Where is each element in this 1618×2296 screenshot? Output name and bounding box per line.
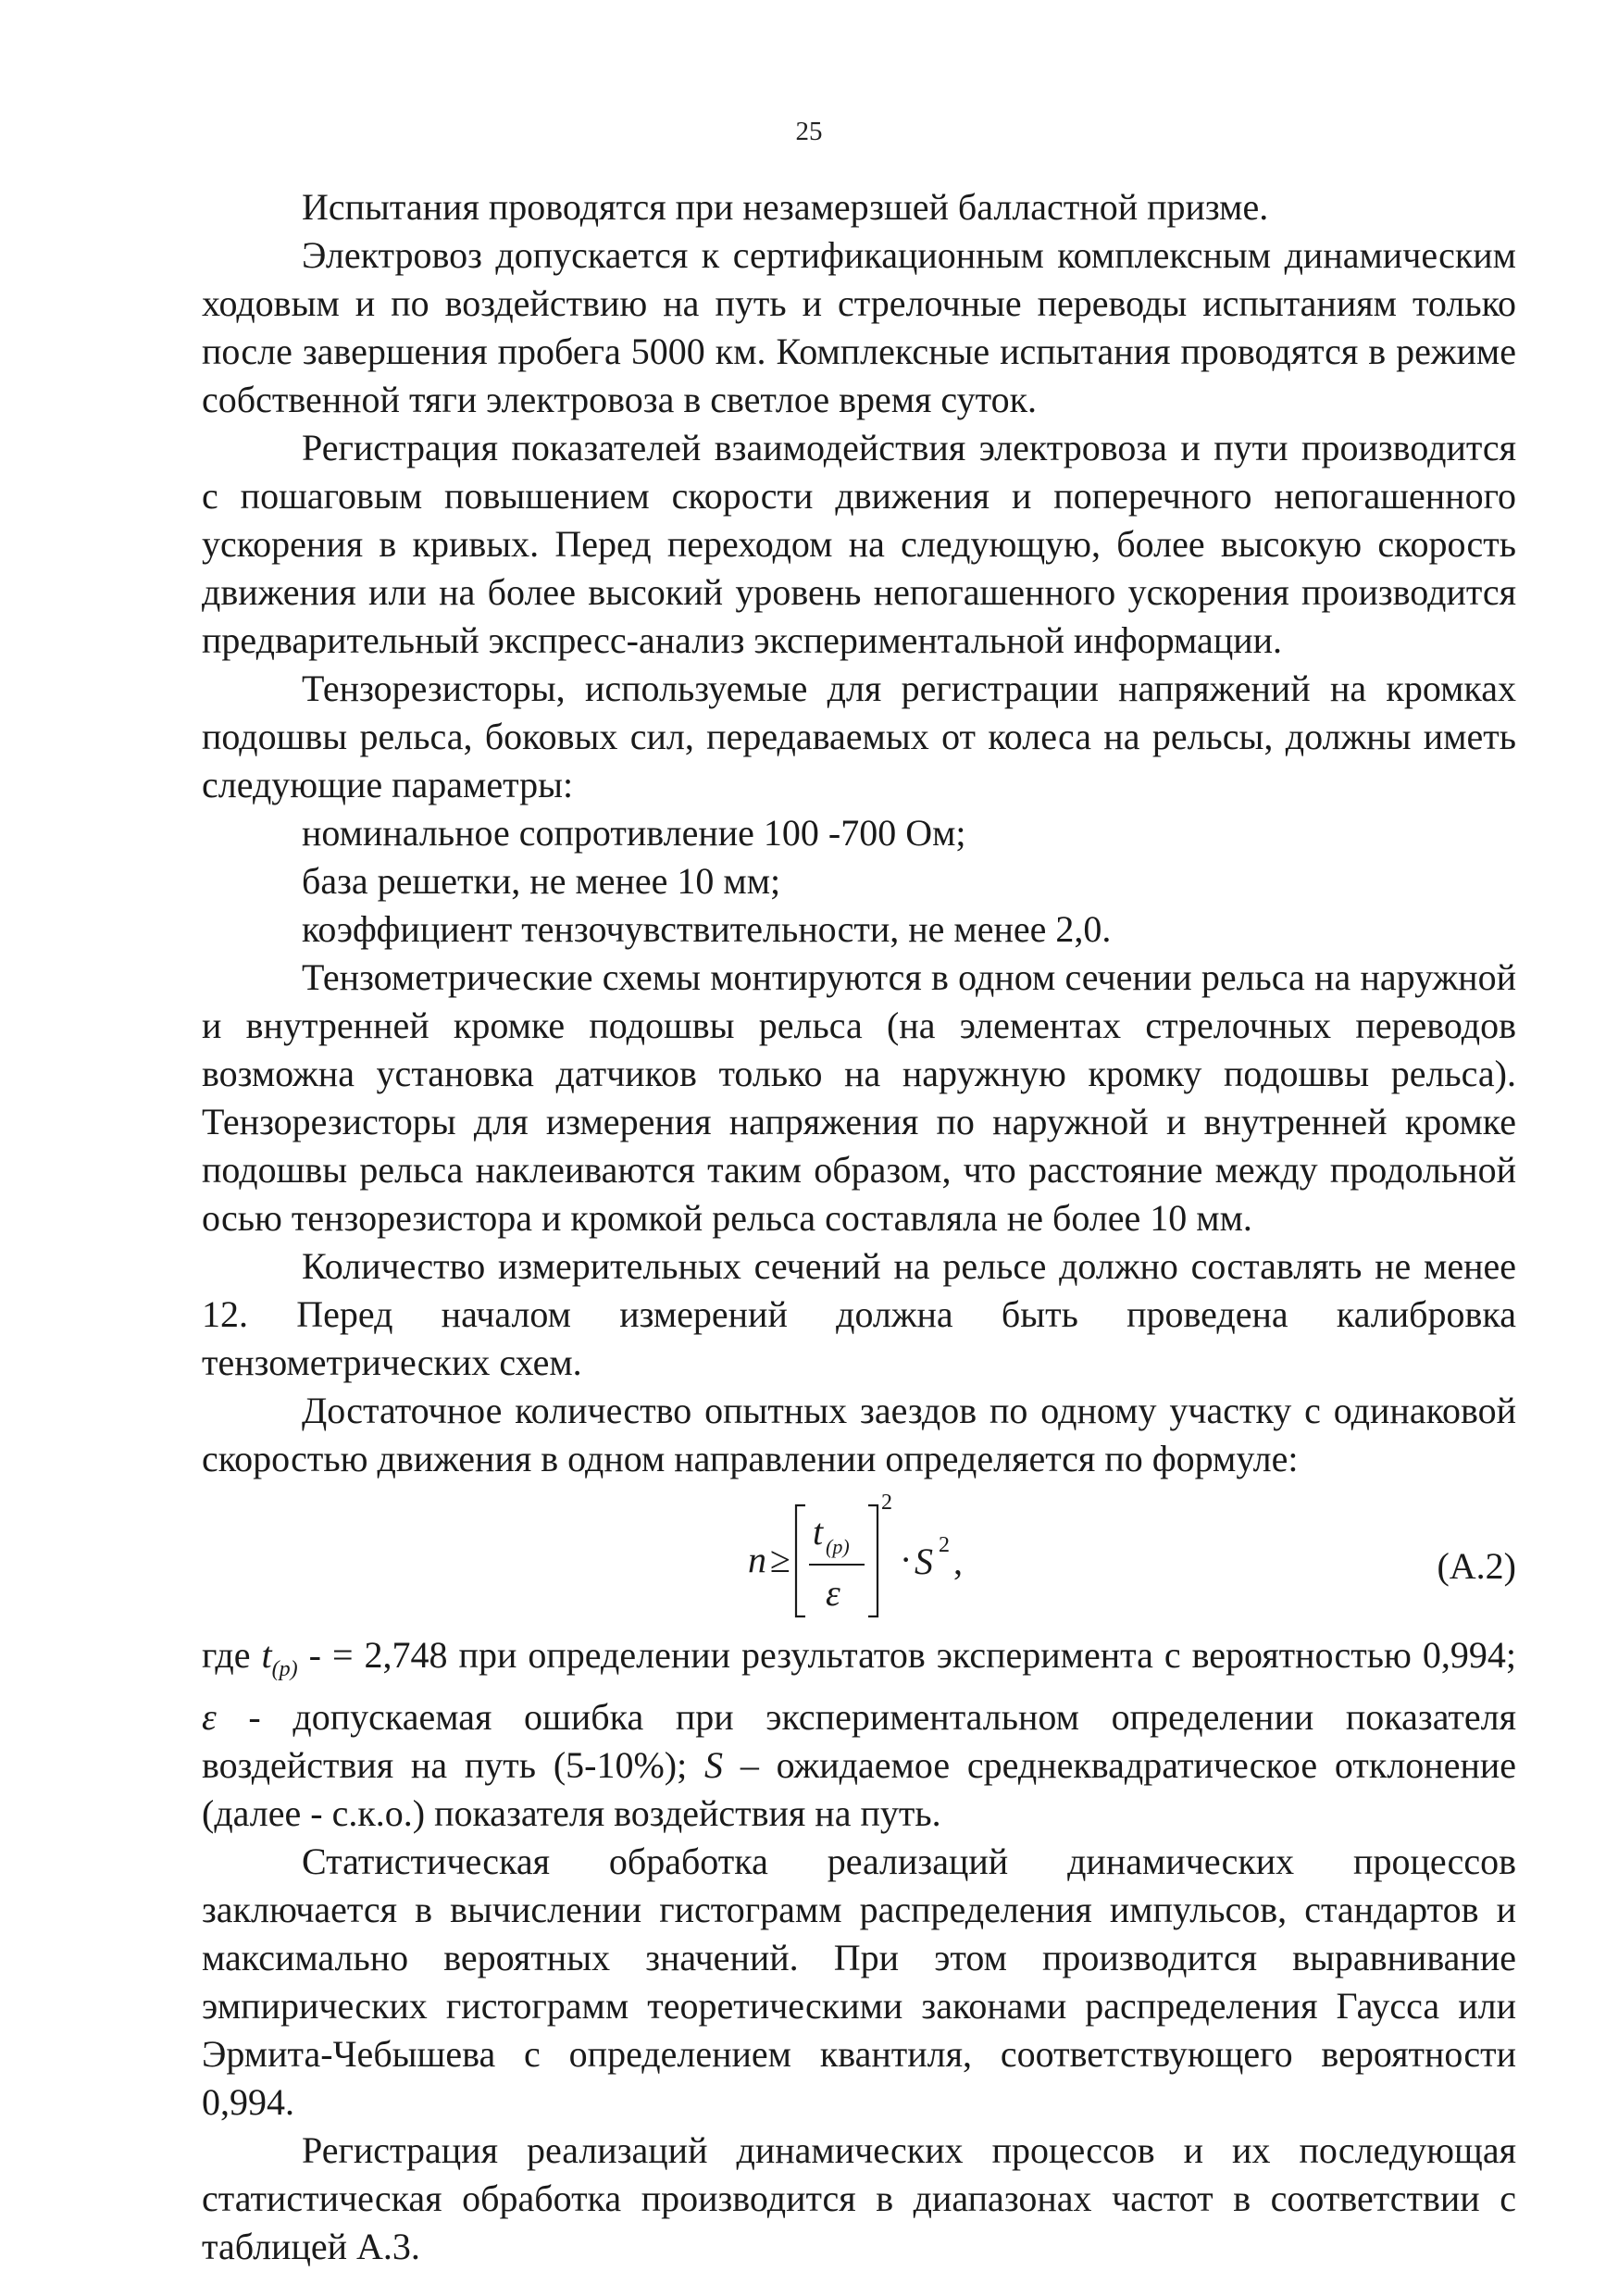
paragraph-1: Испытания проводятся при незамерзшей балластной призме. bbox=[302, 186, 1269, 228]
list-item-resistance: номинальное сопротивление 100 -700 Ом; bbox=[302, 812, 966, 854]
formula-rhs-power: 2 bbox=[939, 1533, 950, 1557]
formula-denominator: ε bbox=[826, 1572, 840, 1614]
paragraph-7: Достаточное количество опытных заездов по одному участку с одинаковой скоростью движения в одном направлении определяется по формуле: bbox=[202, 1390, 1516, 1479]
paragraph-9: Статистическая обработка реализаций динамических процессов заключается в вычислении гистограмм распределения импульсов, стандартов и максимально вероятных значений. При этом производится выравнивание эмпирических гистограмм теоретическими законами распределения Гаусса или Эрмита-Чебышева с определением квантиля, соответствующего вероятности 0,994. bbox=[202, 1841, 1516, 2123]
where-text-2: - допускаемая ошибка при экспериментальном определении показателя воздействия на путь (5-10%); bbox=[202, 1696, 1516, 1786]
list-item-gauge-factor: коэффициент тензочувствительности, не менее 2,0. bbox=[302, 908, 1112, 950]
formula-left-bracket bbox=[796, 1505, 805, 1616]
formula-rhs-var: S bbox=[915, 1541, 933, 1582]
symbol-t-sub: (p) bbox=[271, 1657, 298, 1681]
formula-a2 bbox=[748, 1487, 1081, 1626]
formula-dot: · bbox=[900, 1539, 913, 1580]
page-number: 25 bbox=[795, 117, 823, 146]
where-text-1: - = 2,748 при определении результатов эксперимента с вероятностью 0,994; bbox=[297, 1634, 1517, 1676]
where-label: где bbox=[202, 1634, 251, 1676]
formula-trailing: , bbox=[953, 1541, 963, 1582]
symbol-s: S bbox=[704, 1744, 724, 1786]
formula-relation: ≥ bbox=[770, 1539, 790, 1580]
where-text-3: – ожидаемое среднеквадратическое отклонение (далее - с.к.о.) показателя воздействия на путь. bbox=[202, 1744, 1517, 1834]
formula-row bbox=[202, 1487, 1516, 1626]
paragraph-2: Электровоз допускается к сертификационным комплексным динамическим ходовым и по воздействию на путь и стрелочные переводы испытаниям только после завершения пробега 5000 км. Комплексные испытания проводятся в режиме собственной тяги электровоза в светлое время суток. bbox=[202, 234, 1516, 420]
formula-right-bracket bbox=[868, 1505, 877, 1616]
formula-numerator: t bbox=[813, 1511, 824, 1553]
formula-graphic bbox=[748, 1487, 1081, 1626]
paragraph-8 bbox=[202, 1631, 1516, 1838]
paragraph-10: Регистрация реализаций динамических процессов и их последующая статистическая обработка производится в диапазонах частот в соответствии с таблицей А.3. bbox=[202, 2129, 1516, 2267]
formula-outer-power: 2 bbox=[881, 1491, 892, 1515]
list-item-grid-base: база решетки, не менее 10 мм; bbox=[302, 860, 781, 902]
paragraph-6: Количество измерительных сечений на рельсе должно составлять не менее 12. Перед началом измерений должна быть проведена калибровка тензометрических схем. bbox=[202, 1245, 1516, 1383]
body-text bbox=[202, 183, 1516, 2271]
paragraph-4: Тензорезисторы, используемые для регистрации напряжений на кромках подошвы рельса, боковых сил, передаваемых от колеса на рельсы, должны иметь следующие параметры: bbox=[202, 668, 1516, 805]
symbol-epsilon: ε bbox=[202, 1696, 217, 1738]
paragraph-3: Регистрация показателей взаимодействия электровоза и пути производится с пошаговым повышением скорости движения и поперечного непогашенного ускорения в кривых. Перед переходом на следующую, более высокую скорость движения или на более высокий уровень непогашенного ускорения производится предварительный экспресс-анализ экспериментальной информации. bbox=[202, 427, 1516, 661]
formula-numerator-sub: (p) bbox=[826, 1535, 850, 1558]
formula-number: (А.2) bbox=[1437, 1545, 1516, 1587]
formula-lhs: n bbox=[748, 1539, 766, 1580]
symbol-t: t bbox=[261, 1634, 272, 1676]
paragraph-5: Тензометрические схемы монтируются в одном сечении рельса на наружной и внутренней кромке подошвы рельса (на элементах стрелочных переводов возможна установка датчиков только на наружную кромку подошвы рельса). Тензорезисторы для измерения напряжения по наружной и внутренней кромке подошвы рельса наклеиваются таким образом, что расстояние между продольной осью тензорезистора и кромкой рельса составляла не более 10 мм. bbox=[202, 956, 1516, 1239]
